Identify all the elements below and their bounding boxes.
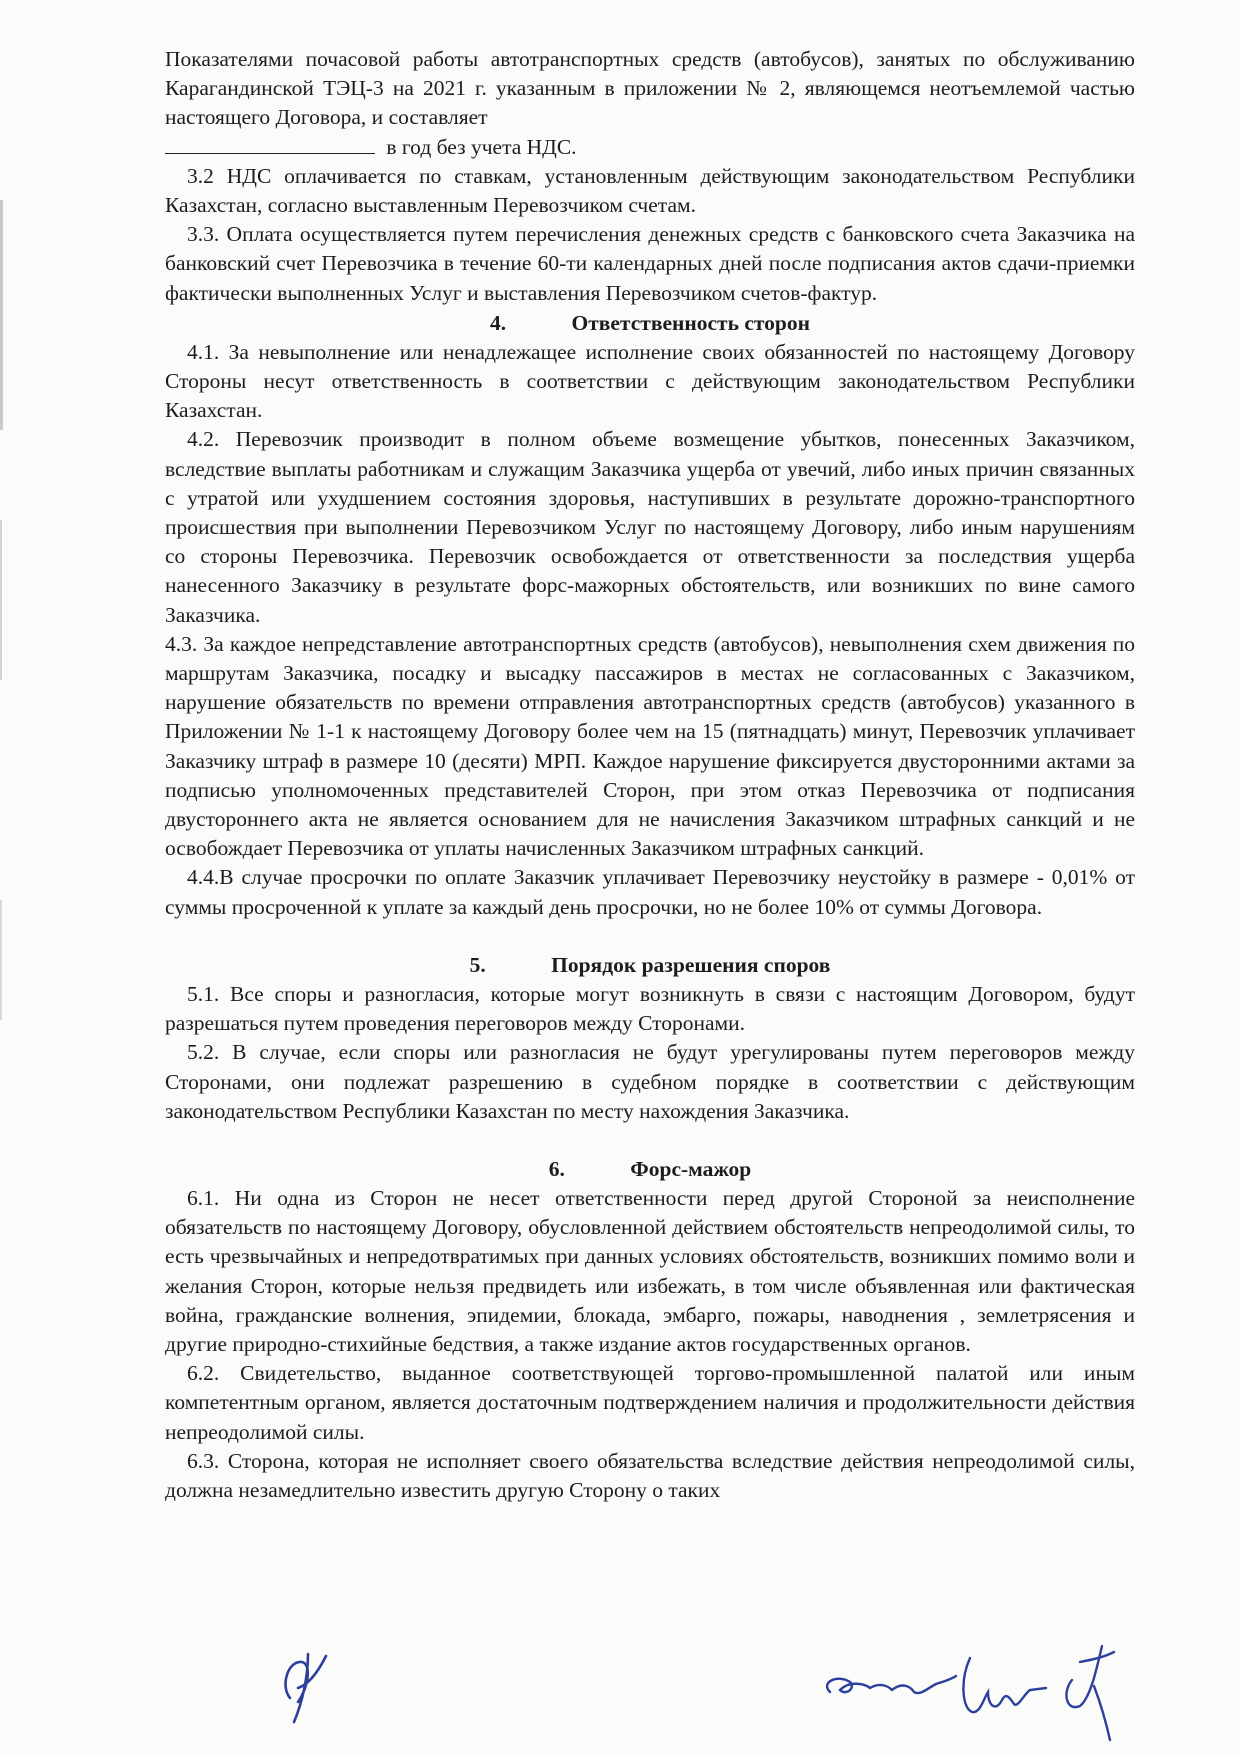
section-6-heading xyxy=(165,1154,1135,1184)
paragraph-6-2: 6.2. Свидетельство, выданное соответствующей торгово-промышленной палатой или иным компетентным органом, является достаточным подтверждением наличия и продолжительности действия непреодолимой силы. xyxy=(165,1361,1135,1444)
paragraph-3-1-ending: в год без учета НДС. xyxy=(386,134,577,159)
paragraph-3-2: 3.2 НДС оплачивается по ставкам, установленным действующим законодательством Республики Казахстан, согласно выставленным Перевозчиком счетам. xyxy=(165,163,1135,218)
paragraph-5-2: 5.2. В случае, если споры или разногласия не будут урегулированы путем переговоров между Сторонами, они подлежат разрешению в судебном порядке в соответствии с действующим законодательством Республики Казахстан по месту нахождения Заказчика. xyxy=(165,1040,1135,1123)
paragraph-3-1-continuation xyxy=(165,45,1135,162)
paragraph-4-2: 4.2. Перевозчик производит в полном объеме возмещение убытков, понесенных Заказчиком, вследствие выплаты работникам и служащим Заказчика ущерба от увечий, либо иных причин связанных с утратой или ухудшением состояния здоровья, наступивших в результате дорожно-транспортного происшествия при выполнении Перевозчиком Услуг по настоящему Договору, либо иным нарушениям со стороны Перевозчика. Перевозчик освобождается от ответственности за последствия ущерба нанесенного Заказчику в результате форс-мажорных обстоятельств, или возникших по вине самого Заказчика. xyxy=(165,427,1135,627)
paragraph-6-1: 6.1. Ни одна из Сторон не несет ответственности перед другой Стороной за неисполнение обязательств по настоящему Договору, обусловленной действием обстоятельств непреодолимой силы, то есть чрезвычайных и непредотвратимых при данных условиях обстоятельств, возникших помимо воли и желания Сторон, которые нельзя предвидеть или избежать, в том числе объявленная или фактическая война, гражданские волнения, эпидемии, блокада, эмбарго, пожары, наводнения , землетрясения и другие природно-стихийные бедствия, а также издание актов государственных органов. xyxy=(165,1185,1135,1356)
section-6-number: 6. xyxy=(548,1156,565,1181)
signature-right xyxy=(810,1632,1140,1742)
section-5-heading xyxy=(165,950,1135,980)
section-4-heading xyxy=(165,308,1135,338)
document-page xyxy=(165,45,1135,1505)
paragraph-3-1-text: Показателями почасовой работы автотранспортных средств (автобусов), занятых по обслуживанию Карагандинской ТЭЦ-3 на 2021 г. указанным в приложении № 2, являющемся неотъемлемой частью настоящего Договора, и составляет xyxy=(165,47,1135,130)
section-4-number: 4. xyxy=(489,310,507,335)
paragraph-4-3: 4.3. За каждое непредставление автотранспортных средств (автобусов), невыполнения схем движения по маршрутам Заказчика, посадку и высадку пассажиров в местах не согласованных с Заказчиком, нарушение обязательств по времени отправления автотранспортных средств (автобусов) указанного в Приложении № 1-1 к настоящему Договору более чем на 15 (пятнадцать) минут, Перевозчик уплачивает Заказчику штраф в размере 10 (десяти) МРП. Каждое нарушение фиксируется двусторонними актами за подписью уполномоченных представителей Сторон, при этом отказ Перевозчика от подписания двустороннего акта не является основанием для не начисления Заказчиком штрафных санкций и не освобождает Перевозчика от уплаты начисленных Заказчиком штрафных санкций. xyxy=(165,631,1135,861)
paragraph-3-3: 3.3. Оплата осуществляется путем перечисления денежных средств с банковского счета Заказчика на банковский счет Перевозчика в течение 60-ти календарных дней после подписания актов сдачи-приемки фактически выполненных Услуг и выставления Перевозчиком счетов-фактур. xyxy=(165,222,1135,305)
section-5-title: Порядок разрешения споров xyxy=(551,952,831,977)
paragraph-6-3: 6.3. Сторона, которая не исполняет своего обязательства вследствие действия непреодолимой силы, должна незамедлительно известить другую Сторону о таких xyxy=(165,1448,1135,1502)
section-4-title: Ответственность сторон xyxy=(571,310,811,335)
amount-blank-line xyxy=(165,135,375,154)
spacer xyxy=(165,922,1135,950)
spacer xyxy=(165,1126,1135,1154)
paragraph-4-1: 4.1. За невыполнение или ненадлежащее исполнение своих обязанностей по настоящему Договору Стороны несут ответственность в соответствии с действующим законодательством Республики Казахстан. xyxy=(165,339,1135,423)
paragraph-4-4: 4.4.В случае просрочки по оплате Заказчик уплачивает Перевозчику неустойку в размере - 0,01% от суммы просроченной к уплате за каждый день просрочки, но не более 10% от суммы Договора. xyxy=(165,865,1135,919)
section-5-number: 5. xyxy=(469,952,486,977)
paragraph-5-1: 5.1. Все споры и разногласия, которые могут возникнуть в связи с настоящим Договором, будут разрешаться путем проведения переговоров между Сторонами. xyxy=(165,981,1135,1036)
section-6-title: Форс-мажор xyxy=(630,1156,752,1181)
signature-left xyxy=(268,1648,338,1728)
scan-edge-marks xyxy=(0,0,40,1754)
